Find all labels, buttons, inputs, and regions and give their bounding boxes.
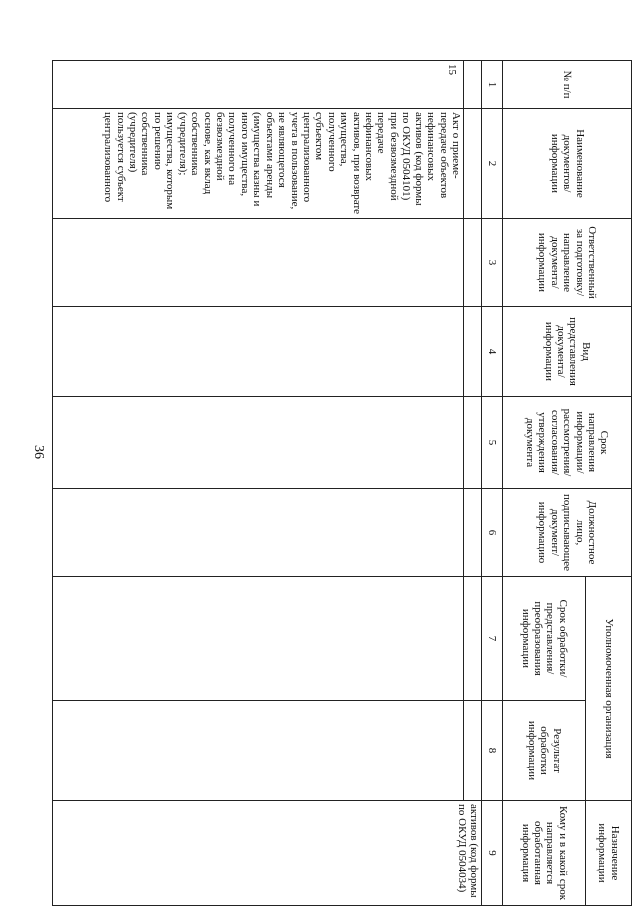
row-number: 15 bbox=[53, 61, 464, 109]
table-cell bbox=[464, 61, 482, 109]
table-cell bbox=[464, 397, 482, 489]
header-deadline: Срок направления информации/ рассмотрения/ согласования/ утверждения документа bbox=[503, 397, 632, 489]
table-cell bbox=[53, 219, 464, 307]
column-number: 9 bbox=[482, 801, 503, 906]
table-cell bbox=[53, 307, 464, 397]
column-number: 1 bbox=[482, 61, 503, 109]
header-purpose: Назначение информации bbox=[586, 801, 632, 906]
table-cell bbox=[464, 701, 482, 801]
column-number: 8 bbox=[482, 701, 503, 801]
table-cell bbox=[53, 701, 464, 801]
header-processing-deadline: Срок обработки/ представления/ преобразования информации bbox=[503, 577, 586, 701]
header-name: Наименование документов/ информации bbox=[503, 109, 632, 219]
rotated-page bbox=[62, 60, 632, 905]
header-type: Вид представления документа/ информации bbox=[503, 307, 632, 397]
column-number: 6 bbox=[482, 489, 503, 577]
header-responsible: Ответственный за подготовку/ направление документа/ информации bbox=[503, 219, 632, 307]
page-number: 36 bbox=[31, 445, 46, 459]
table-cell bbox=[464, 307, 482, 397]
header-authorized-org: Уполномоченная организация bbox=[586, 577, 632, 801]
column-number: 5 bbox=[482, 397, 503, 489]
document-table bbox=[52, 60, 632, 906]
column-number: 2 bbox=[482, 109, 503, 219]
header-processing-result: Результат обработки информации bbox=[503, 701, 586, 801]
continuation-row bbox=[464, 61, 482, 906]
table-cell bbox=[53, 489, 464, 577]
column-number: 3 bbox=[482, 219, 503, 307]
column-number: 7 bbox=[482, 577, 503, 701]
table-cell bbox=[464, 577, 482, 701]
header-num: № п/п bbox=[503, 61, 632, 109]
continuation-recipient-cell: активов (код формы по ОКУД 0504034) bbox=[53, 801, 482, 906]
table-cell bbox=[464, 489, 482, 577]
row-document-name: Акт о приеме-передаче объектов нефинансовых активов (код формы по ОКУД 0504101) при безвозмездной передаче нефинансовых активов, при возврате имущества, полученного субъектом централизованного учета в пользование, не являющегося объектами аренды (имущества казны и иного имущества, полученного на безвозмездной основе, как вклад собственника (учредителя); имущества, которым по решению собственника (учредителя) пользуется субъект централизованного bbox=[53, 109, 464, 219]
table-cell bbox=[53, 577, 464, 701]
header-official: Должностное лицо, подписывающее документ/ информацию bbox=[503, 489, 632, 577]
header-recipient: Кому и в какой срок направляется обработанная информация bbox=[503, 801, 586, 906]
table-cell bbox=[464, 109, 482, 219]
table-row bbox=[53, 61, 464, 906]
column-numbers-row bbox=[482, 61, 503, 906]
header-row bbox=[586, 61, 632, 906]
table-cell bbox=[464, 219, 482, 307]
column-number: 4 bbox=[482, 307, 503, 397]
table-cell bbox=[53, 397, 464, 489]
